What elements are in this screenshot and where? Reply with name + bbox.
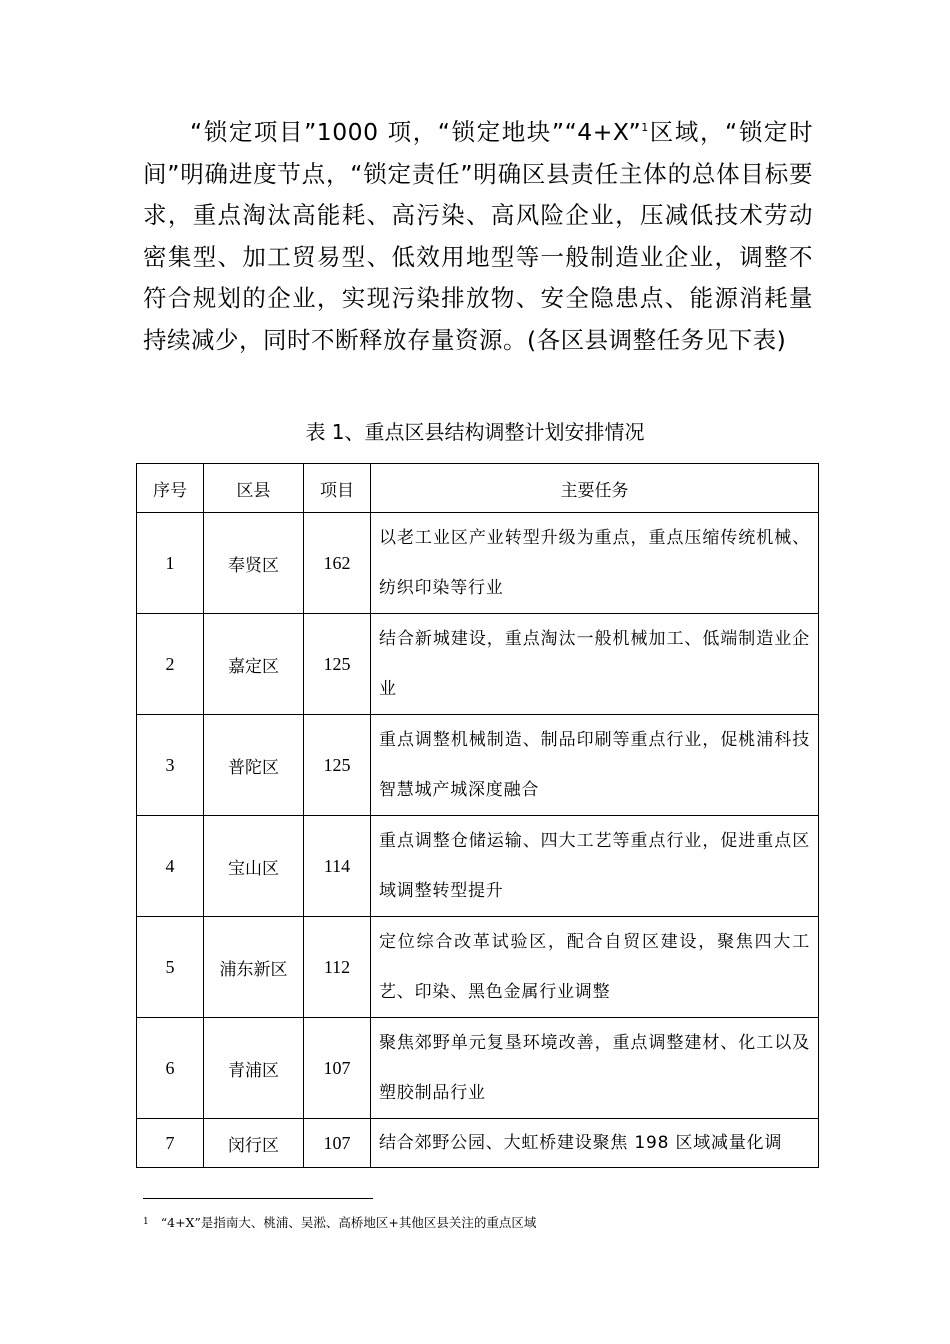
row-count: 125 [304,614,371,715]
table-row [137,917,819,1018]
row-task: 聚焦郊野单元复垦环境改善，重点调整建材、化工以及塑胶制品行业 [371,1018,819,1119]
paragraph-part2: 区域，“锁定时间”明确进度节点，“锁定责任”明确区县责任主体的总体目标要求，重点淘汰高能耗、高污染、高风险企业，压减低技术劳动密集型、加工贸易型、低效用地型等一般制造业企业，调整不符合规划的企业，实现污染排放物、安全隐患点、能源消耗量持续减少，同时不断释放存量资源。(各区县调整任务见下表) [143,118,813,354]
row-num: 4 [137,816,204,917]
body-paragraph [143,112,813,361]
row-district: 浦东新区 [204,917,304,1018]
header-num: 序号 [137,464,204,513]
row-count: 107 [304,1018,371,1119]
table-header-row [137,464,819,513]
table-row [137,1018,819,1119]
footnote-divider [143,1198,373,1199]
row-num: 6 [137,1018,204,1119]
row-task: 结合郊野公园、大虹桥建设聚焦 198 区域减量化调 [371,1119,819,1168]
table-caption: 表 1、重点区县结构调整计划安排情况 [305,420,645,444]
row-count: 112 [304,917,371,1018]
table-row [137,816,819,917]
row-district: 嘉定区 [204,614,304,715]
table-row [137,715,819,816]
row-count: 162 [304,513,371,614]
footnote-mark: 1 [143,1217,149,1227]
row-district: 闵行区 [204,1119,304,1168]
row-district: 普陀区 [204,715,304,816]
row-task: 结合新城建设，重点淘汰一般机械加工、低端制造业企业 [371,614,819,715]
row-task: 以老工业区产业转型升级为重点，重点压缩传统机械、纺织印染等行业 [371,513,819,614]
footnote-reference[interactable]: 1 [641,121,649,134]
table-row [137,513,819,614]
row-num: 7 [137,1119,204,1168]
row-district: 宝山区 [204,816,304,917]
footnote-text: “4+X”是指南大、桃浦、吴淞、高桥地区+其他区县关注的重点区域 [160,1215,537,1230]
header-district: 区县 [204,464,304,513]
row-count: 107 [304,1119,371,1168]
row-count: 125 [304,715,371,816]
row-district: 奉贤区 [204,513,304,614]
row-num: 1 [137,513,204,614]
row-task: 定位综合改革试验区，配合自贸区建设，聚焦四大工艺、印染、黑色金属行业调整 [371,917,819,1018]
district-adjustment-table [136,463,819,1168]
row-task: 重点调整仓储运输、四大工艺等重点行业，促进重点区域调整转型提升 [371,816,819,917]
row-num: 5 [137,917,204,1018]
table-row [137,1119,819,1168]
header-count: 项目 [304,464,371,513]
row-task: 重点调整机械制造、制品印刷等重点行业，促桃浦科技智慧城产城深度融合 [371,715,819,816]
paragraph-part1: “锁定项目”1000 项，“锁定地块”“4+X” [190,118,642,146]
row-district: 青浦区 [204,1018,304,1119]
table-row [137,614,819,715]
row-count: 114 [304,816,371,917]
header-task: 主要任务 [371,464,819,513]
footnote [143,1213,536,1232]
row-num: 2 [137,614,204,715]
row-num: 3 [137,715,204,816]
